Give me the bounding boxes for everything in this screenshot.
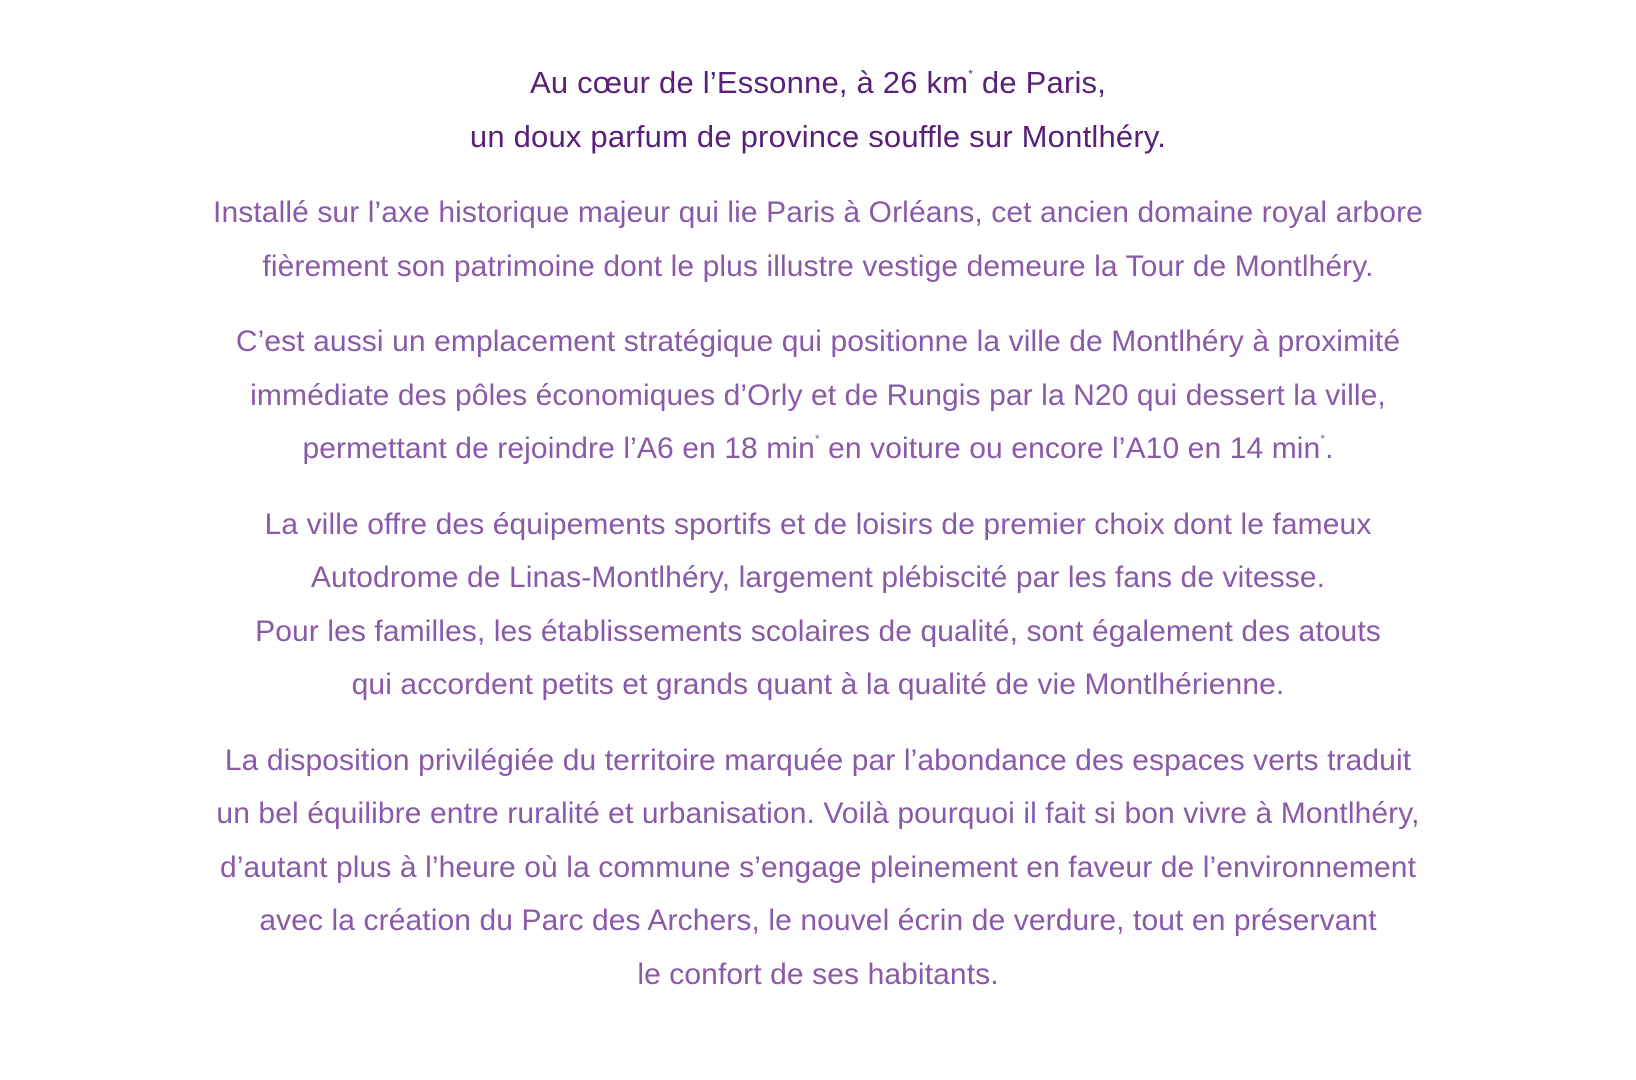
paragraph-line: Autodrome de Linas-Montlhéry, largement plébiscité par les fans de vitesse. [310,561,1326,594]
paragraph-line: C’est aussi un emplacement stratégique qui positionne la ville de Montlhéry à proximité [235,325,1401,358]
paragraph-line: avec la création du Parc des Archers, le nouvel écrin de verdure, tout en préservant [259,904,1377,937]
heading-line-1-text-a: Au cœur de l’Essonne, à 26 km [529,65,969,100]
paragraph-line-text-a: permettant de rejoindre l’A6 en 18 min [302,432,815,465]
footnote-marker: * [814,432,820,446]
paragraph-environment [0,734,1636,1002]
page-heading [0,56,1636,164]
heading-line-2: un doux parfum de province souffle sur Montlhéry. [469,119,1167,154]
paragraph-line: qui accordent petits et grands quant à la qualité de vie Montlhérienne. [351,668,1285,701]
paragraph-line: La disposition privilégiée du territoire marquée par l’abondance des espaces verts traduit [224,743,1412,777]
paragraph-line-text-c: . [1325,432,1334,465]
paragraph-line: Pour les familles, les établissements scolaires de qualité, sont également des atouts [255,614,1381,648]
paragraph-line [0,422,1636,476]
paragraph-line: immédiate des pôles économiques d’Orly et de Rungis par la N20 qui dessert la ville, [250,378,1386,412]
paragraph-history [0,186,1636,293]
paragraph-amenities [0,498,1636,712]
paragraph-line: un bel équilibre entre ruralité et urbanisation. Voilà pourquoi il fait si bon vivre à Montlhéry, [216,797,1420,830]
footnote-marker: * [1320,432,1326,446]
paragraph-line-text-b: en voiture ou encore l’A10 en 14 min [819,432,1321,465]
heading-line-1 [0,56,1636,110]
paragraph-line: le confort de ses habitants. [637,957,999,991]
footnote-marker: * [968,66,974,81]
paragraph-line: Installé sur l’axe historique majeur qui lie Paris à Orléans, cet ancien domaine royal arbore [213,196,1423,229]
paragraph-line: fièrement son patrimoine dont le plus illustre vestige demeure la Tour de Montlhéry. [262,249,1374,283]
paragraph-line: d’autant plus à l’heure où la commune s’engage pleinement en faveur de l’environnement [219,850,1417,884]
paragraph-location [0,315,1636,476]
paragraph-line: La ville offre des équipements sportifs et de loisirs de premier choix dont le fameux [264,507,1372,541]
heading-line-1-text-b: de Paris, [973,65,1107,100]
